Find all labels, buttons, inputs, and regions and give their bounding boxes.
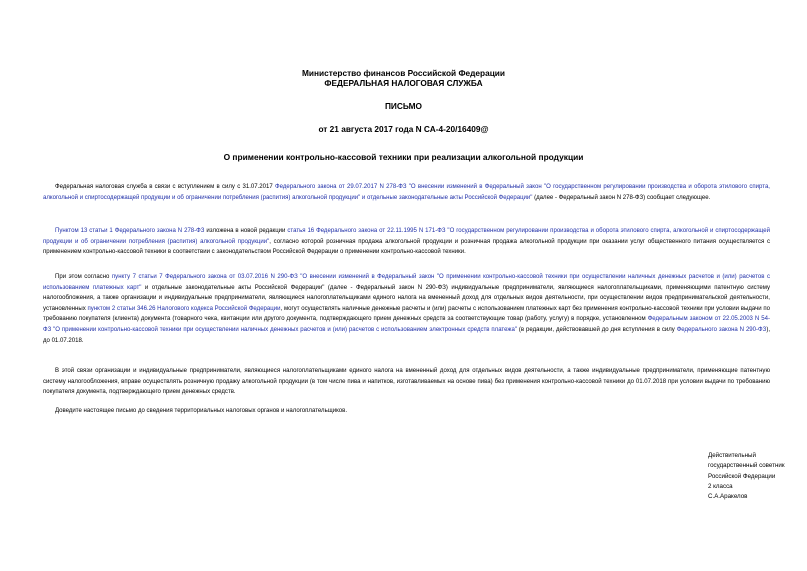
paragraph-text: , могут осуществлять наличные денежные расчеты и (или) расчеты с использованием платежных карт без применения контрольно-кассовой техники при условии выдачи по требованию покупателя (клиента) документа (товарного чека, квитанции или другого документа, подтверждающего прием денежных средств за соответствующие товар (работу, услугу) в порядке, установленном — [43, 305, 770, 323]
paragraph-text: При этом согласно — [55, 274, 112, 280]
paragraph-text: В этой связи организации и индивидуальные предприниматели, являющиеся налогоплательщиками единого налога на вмененный доход для отдельных видов деятельности, а также индивидуальные предприниматели, применяющие патентную систему налогообложения, вправе осуществлять розничную продажу алкогольной продукции (в том числе пива и напитков, изготавливаемых на основе пива) без применения контрольно-кассовой техники до 01.07.2018 при условии выдачи по требованию покупателя документа, подтверждающего прием денежных средств. — [43, 368, 770, 396]
signature-title-line: Действительный — [708, 452, 756, 459]
paragraph-text: (далее - Федеральный закон N 278-ФЗ) сообщает следующее. — [532, 194, 711, 201]
paragraph-text: ), до 01.07.2018. — [43, 326, 771, 344]
paragraph-text: Доведите настоящее письмо до сведения территориальных налоговых органов и налогоплательщиков. — [55, 408, 348, 414]
paragraph-text: изложена в новой редакции — [204, 228, 288, 234]
paragraph-4 — [43, 366, 770, 398]
signature-title-line: государственный советник — [708, 462, 785, 470]
law-290-link[interactable]: Федерального закона N 290-ФЗ — [676, 326, 767, 333]
paragraph-text: и отдельные законодательные акты Российской Федерации" (далее - Федеральный закон N 290-ФЗ) индивидуальные предприниматели, являющиеся налогоплательщиками, применяющими патентную систему налогообложения, а также организации и индивидуальные предприниматели, являющиеся налогоплательщиками единого налога на вмененный доход для отдельных видов деятельности, при осуществлении видов предпринимательской деятельности, установленных — [43, 284, 771, 312]
signatory-name: С.А.Аракелов — [708, 493, 748, 501]
signature-block — [708, 451, 798, 502]
law-278-link[interactable]: Федерального закона от 29.07.2017 N 278-ФЗ "О внесении изменений в Федеральный закон "О государственном регулировании производства и оборота этилового спирта, алкогольной и спиртосодержащей продукции и об ограничении потребления (распития) алкогольной продукции" и отдельные законодательные акты Российской Федерации" — [43, 184, 770, 201]
paragraph-text: Федеральная налоговая служба в связи с вступлением в силу с 31.07.2017 — [55, 184, 276, 190]
paragraph-2 — [43, 226, 770, 258]
paragraph-text: , согласно которой розничная продажа алкогольной продукции и розничная продажа алкогольной продукции при оказании услуг общественного питания осуществляется с применением контрольно-кассовой техники в соответствии с законодательством Российской Федерации о применении контрольно-кассовой техники. — [43, 238, 770, 256]
law-171-article-16-link[interactable]: статья 16 Федерального закона от 22.11.1995 N 171-ФЗ "О государственном регулировании производства и оборота этилового спирта, алкогольной и спиртосодержащей продукции и об ограничении потребления (распития) алкогольной продукции" — [43, 228, 770, 245]
law-290-item-7-link[interactable]: пункту 7 статьи 7 Федерального закона от 03.07.2016 N 290-ФЗ "О внесении изменений в Федеральный закон "О применении контрольно-кассовой техники при осуществлении наличных денежных расчетов и (или) расчетов с использованием платежных карт" — [43, 274, 770, 291]
law-278-item-13-link[interactable]: Пунктом 13 статьи 1 Федерального закона N 278-ФЗ — [55, 228, 205, 234]
document-type: ПИСЬМО — [384, 101, 423, 111]
paragraph-text: (в редакции, действовавшей до дня вступления в силу — [517, 326, 677, 333]
signature-title-line: 2 класса — [708, 482, 733, 490]
document-date-number: от 21 августа 2017 года N СА-4-20/16409@ — [318, 124, 489, 134]
law-54-link[interactable]: Федеральным законом от 22.05.2003 N 54-ФЗ "О применении контрольно-кассовой техники при осуществлении наличных денежных расчетов и (или) расчетов с использованием электронных средств платежа" — [43, 316, 770, 333]
paragraph-1 — [43, 182, 770, 203]
ministry-title: Министерство финансов Российской Федерации — [301, 68, 506, 78]
signature-title-line: Российской Федерации — [708, 472, 776, 480]
service-title: ФЕДЕРАЛЬНАЯ НАЛОГОВАЯ СЛУЖБА — [324, 78, 483, 88]
document-subject: О применении контрольно-кассовой техники при реализации алкогольной продукции — [223, 152, 584, 162]
paragraph-3 — [43, 272, 770, 346]
tax-code-346-26-link[interactable]: пунктом 2 статьи 346.26 Налогового кодекса Российской Федерации — [87, 305, 281, 312]
paragraph-5 — [43, 406, 770, 417]
